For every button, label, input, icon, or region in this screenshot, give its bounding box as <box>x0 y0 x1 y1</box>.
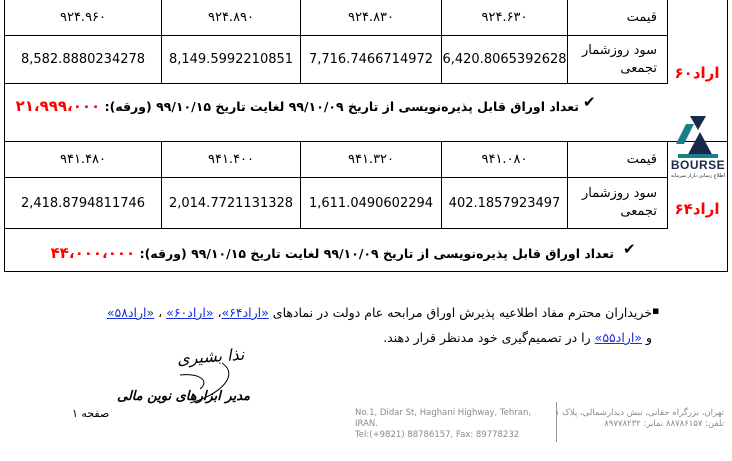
check-icon: ✔ <box>583 93 596 111</box>
price-cell: ۹۲۴.۶۳۰ <box>442 0 568 36</box>
footer-en-line: Tel:(+9821) 88786157, Fax: 89778232 <box>355 430 520 440</box>
check-icon: ✔ <box>623 240 636 258</box>
link-arad64[interactable]: «اراد۶۴» <box>221 305 269 320</box>
summary-text: تعداد اوراق قابل پذیره‌نویسی از تاریخ ۹۹/۱۰/۰۹ لغایت تاریخ ۹۹/۱۰/۱۵ (ورقه): <box>104 99 579 114</box>
bullet-icon: ▪ <box>652 304 660 317</box>
profit-label-line1: سود روزشمار <box>581 186 657 201</box>
profit-cell: 7,716.7466714972 <box>301 36 442 84</box>
footer-en-line: IRAN. <box>355 419 378 429</box>
note-line2 <box>383 330 652 345</box>
link-arad55[interactable]: «اراد۵۵» <box>594 330 642 345</box>
summary-text: تعداد اوراق قابل پذیره‌نویسی از تاریخ ۹۹/۱۰/۰۹ لغایت تاریخ ۹۹/۱۰/۱۵ (ورقه): <box>139 246 614 261</box>
profit-cell: 2,014.7721131328 <box>162 178 301 229</box>
bourse-logo <box>664 110 732 182</box>
logo-subtext: اطلاع رسانی بازار سرمایه <box>670 173 726 179</box>
footer-en-line: No.1, Didar St, Haghani Highway, Tehran, <box>355 408 532 418</box>
summary-arad64 <box>51 244 614 262</box>
table-row <box>5 142 668 178</box>
note-sep: ، <box>217 305 222 320</box>
signature-name: نذا بشیری <box>176 344 245 369</box>
arad64-table <box>4 141 668 229</box>
profit-cell: 402.1857923497 <box>442 178 568 229</box>
profit-cell: 8,582.8880234278 <box>5 36 162 84</box>
price-cell: ۹۴۱.۰۸۰ <box>442 142 568 178</box>
arad60-table <box>4 0 668 84</box>
table-row <box>5 178 668 229</box>
profit-label-line2: تجمعی <box>620 60 657 76</box>
note-text: را در تصمیم‌گیری خود مدنظر قرار دهند. <box>383 330 591 345</box>
profit-cell: 2,418.8794811746 <box>5 178 162 229</box>
profit-label <box>568 36 668 84</box>
note-sep: ، <box>158 305 163 320</box>
price-cell: ۹۲۴.۸۹۰ <box>162 0 301 36</box>
footer-address-fa <box>555 408 724 430</box>
signature-stroke <box>150 345 250 420</box>
table-row <box>5 36 668 84</box>
price-cell: ۹۴۱.۳۲۰ <box>301 142 442 178</box>
price-label: قیمت <box>568 0 668 36</box>
price-cell: ۹۲۴.۹۶۰ <box>5 0 162 36</box>
price-cell: ۹۴۱.۴۸۰ <box>5 142 162 178</box>
signature-title: مدیر ابزارهای نوین مالی <box>116 389 250 404</box>
profit-label <box>568 178 668 229</box>
note-text: خریداران محترم مفاد اطلاعیه پذیرش اوراق مرابحه عام دولت در نمادهای <box>272 305 652 320</box>
link-arad58[interactable]: «اراد۵۸» <box>106 305 155 320</box>
page-number: صفحه ۱ <box>72 407 110 420</box>
price-cell: ۹۲۴.۸۳۰ <box>301 0 442 36</box>
price-cell: ۹۴۱.۴۰۰ <box>162 142 301 178</box>
profit-cell: 6,420.8065392628 <box>442 36 568 84</box>
link-arad60[interactable]: «اراد۶۰» <box>166 305 214 320</box>
bourse-logo-icon <box>664 110 732 162</box>
summary-value: ۴۴،۰۰۰،۰۰۰ <box>50 244 136 262</box>
profit-label-line2: تجمعی <box>620 204 657 219</box>
table-row <box>5 0 668 36</box>
footer-fa-line: تلفن: ۸۸۷۸۶۱۵۷ نمابر: ۸۹۷۷۸۲۳۲ <box>604 419 724 429</box>
note-line1 <box>107 305 652 320</box>
summary-arad60 <box>16 97 579 115</box>
profit-label-line1: سود روزشمار <box>581 42 657 58</box>
footer-address-en <box>355 408 531 441</box>
note-text: و <box>645 330 652 345</box>
profit-cell: 8,149.5992210851 <box>162 36 301 84</box>
divider <box>4 271 728 272</box>
price-label: قیمت <box>568 142 668 178</box>
signature <box>116 344 250 420</box>
group-label-arad64: اراد۶۴ <box>674 200 720 218</box>
profit-cell: 1,611.0490602294 <box>301 178 442 229</box>
summary-value: ۲۱،۹۹۹،۰۰۰ <box>15 97 101 115</box>
footer-fa-line: تهران، بزرگراه حقانی، نبش دیدارشمالی، پلاک ۱ <box>554 408 724 418</box>
group-label-arad60: اراد۶۰ <box>674 64 720 82</box>
logo-text: BOURSE <box>670 158 726 172</box>
